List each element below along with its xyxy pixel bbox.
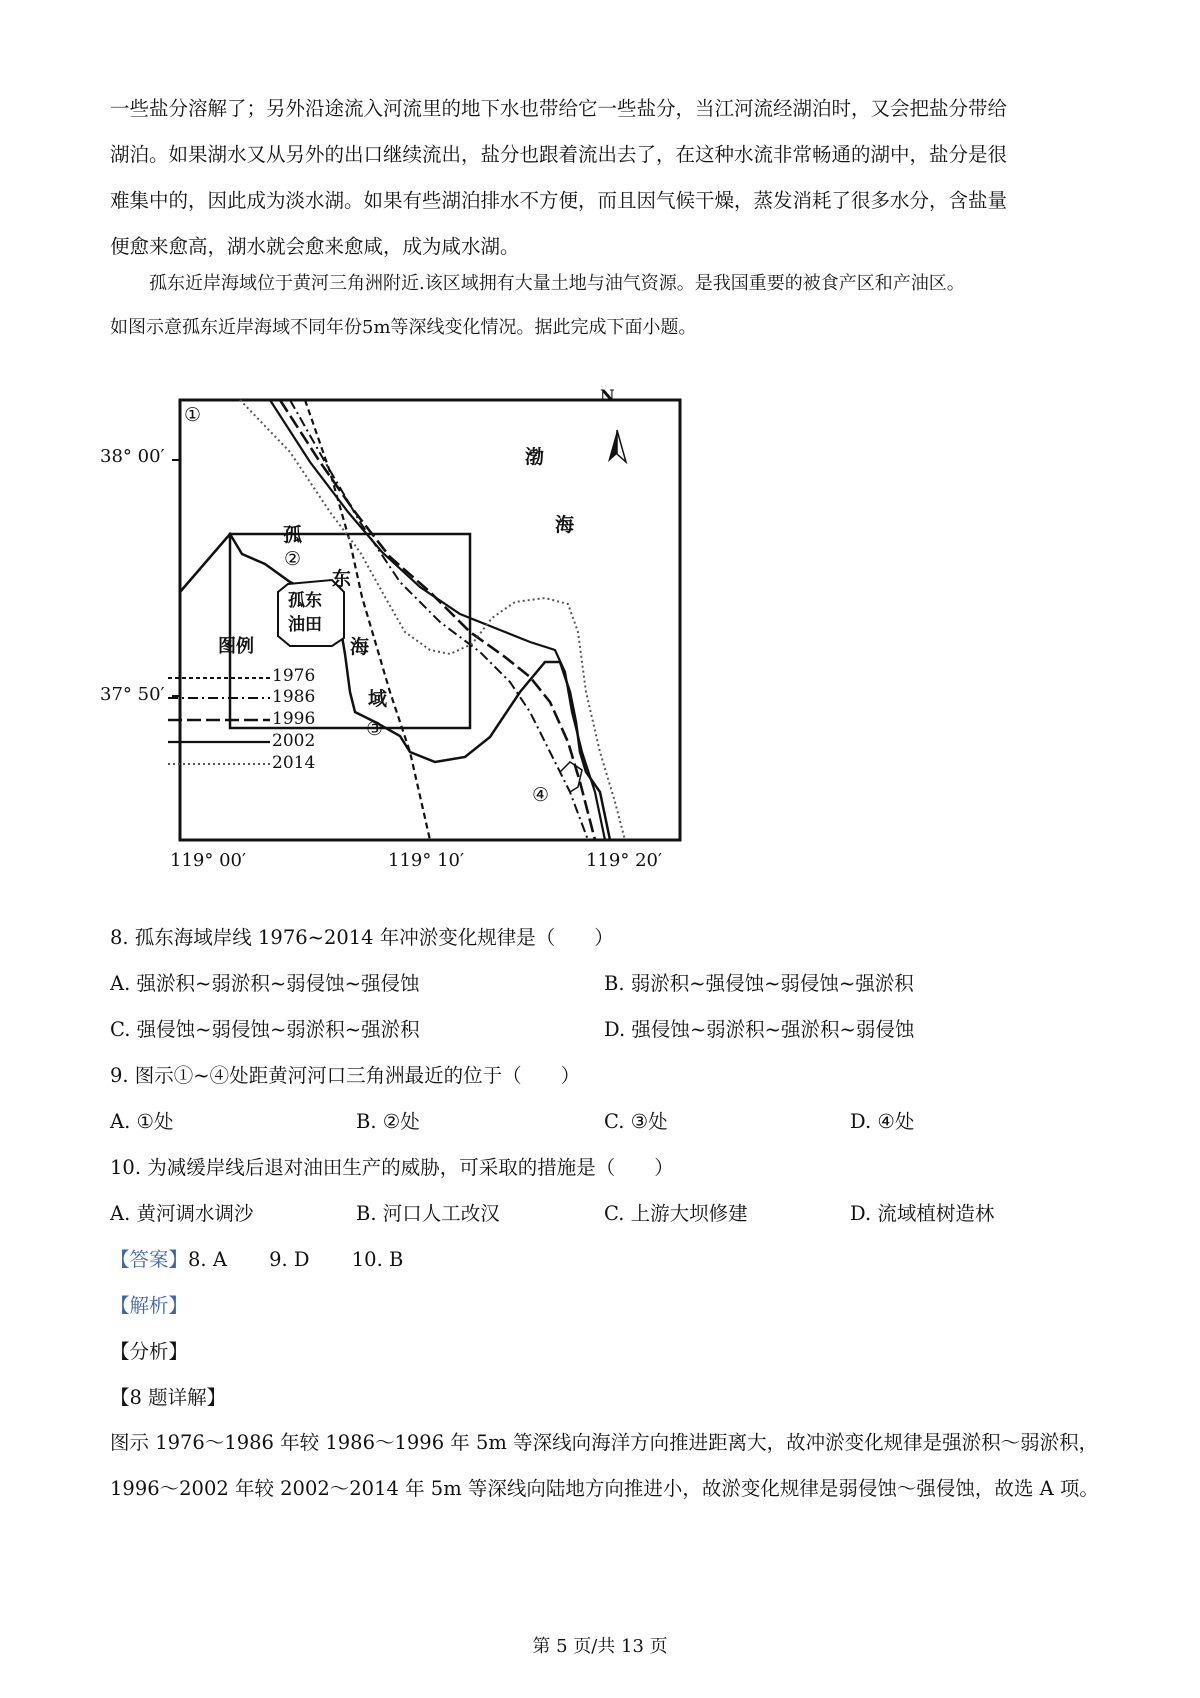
marker-3: ③ (366, 718, 384, 740)
detail-line: 1996～2002 年较 2002～2014 年 5m 等深线向陆地方向推进小，故淤变化规律是弱侵蚀～强侵蚀，故选 A 项。 (110, 1477, 1099, 1500)
north-label: N (600, 386, 615, 405)
q8-detail (110, 1420, 1100, 1512)
detail-line: 图示 1976～1986 年较 1986～1996 年 5m 等深线向海洋方向推进距离大，故冲淤变化规律是强淤积～弱淤积， (110, 1431, 1099, 1454)
question-intro (110, 262, 1110, 350)
intro-line: 孤东近岸海域位于黄河三角洲附近.该区域拥有大量土地与油气资源。是我国重要的被食产区和产油区。 (149, 273, 965, 294)
q8-option-c: C. 强侵蚀~弱侵蚀~弱淤积~强淤积 (110, 1018, 420, 1041)
q10-option-a: A. 黄河调水调沙 (110, 1202, 254, 1225)
q10-option-c: C. 上游大坝修建 (604, 1202, 748, 1225)
q8-option-a: A. 强淤积~弱淤积~弱侵蚀~强侵蚀 (110, 972, 420, 995)
lon-label: 119° 10′ (388, 850, 465, 871)
q10-option-b: B. 河口人工改汉 (356, 1202, 500, 1225)
answer-line (110, 1246, 403, 1274)
page-footer: 第 5 页/共 13 页 (532, 1636, 668, 1657)
answer-q8: 8. A (188, 1248, 227, 1271)
q10-stem: 10. 为减缓岸线后退对油田生产的威胁，可采取的措施是（ ） (110, 1156, 674, 1179)
q8-stem: 8. 孤东海域岸线 1976~2014 年冲淤变化规律是（ ） (110, 926, 614, 949)
legend-1976: 1976 (272, 666, 316, 686)
q8-detail-label: 【8 题详解】 (110, 1386, 227, 1409)
q9-option-c: C. ③处 (604, 1110, 668, 1133)
oilfield-label: 孤东 (288, 591, 322, 611)
lat-label: 37° 50′ (100, 684, 165, 705)
q9-option-b: B. ②处 (356, 1110, 420, 1133)
map-drawing (100, 392, 740, 912)
area-label-dong: 东 (332, 568, 352, 590)
q9-option-a: A. ①处 (110, 1110, 174, 1133)
sea-label-hai: 海 (555, 514, 575, 536)
legend-1996: 1996 (272, 709, 316, 729)
legend-title: 图例 (218, 636, 254, 657)
area-label-yu: 域 (368, 688, 388, 710)
paragraph-line: 便愈来愈高，湖水就会愈来愈咸，成为咸水湖。 (110, 235, 520, 258)
paragraph-line: 难集中的，因此成为淡水湖。如果有些湖泊排水不方便，而且因气候干燥，蒸发消耗了很多水分，含盐量 (110, 189, 1008, 212)
lon-label: 119° 20′ (586, 850, 663, 871)
legend-1986: 1986 (272, 687, 316, 707)
top-paragraph (110, 86, 1100, 270)
marker-4: ④ (532, 784, 550, 806)
q9-stem: 9. 图示①~④处距黄河河口三角洲最近的位于（ ） (110, 1064, 581, 1087)
analysis-label: 【解析】 (110, 1294, 189, 1317)
legend-2002: 2002 (272, 731, 316, 751)
marker-1: ① (184, 404, 202, 426)
answer-q9: 9. D (269, 1248, 310, 1271)
fenxi-label: 【分析】 (110, 1340, 189, 1363)
q8-option-d: D. 强侵蚀~弱淤积~强淤积~弱侵蚀 (604, 1018, 915, 1041)
area-label-hai: 海 (350, 636, 370, 658)
lat-label: 38° 00′ (100, 446, 165, 467)
sea-label-bo: 渤 (525, 446, 545, 468)
q8-option-b: B. 弱淤积~强侵蚀~弱侵蚀~强淤积 (604, 972, 914, 995)
area-label-gu: 孤 (283, 524, 303, 546)
q9-option-d: D. ④处 (850, 1110, 915, 1133)
answer-label: 【答案】 (110, 1248, 189, 1271)
paragraph-line: 一些盐分溶解了；另外沿途流入河流里的地下水也带给它一些盐分，当江河流经湖泊时，又会把盐分带给 (110, 97, 1008, 120)
lon-label: 119° 00′ (170, 850, 247, 871)
oilfield-label: 油田 (288, 615, 322, 635)
paragraph-line: 湖泊。如果湖水又从另外的出口继续流出，盐分也跟着流出去了，在这种水流非常畅通的湖中，盐分是很 (110, 143, 1008, 166)
intro-line: 如图示意孤东近岸海域不同年份5m等深线变化情况。据此完成下面小题。 (110, 317, 697, 338)
q10-option-d: D. 流域植树造林 (850, 1202, 995, 1225)
legend-2014: 2014 (272, 753, 316, 773)
answer-q10: 10. B (351, 1248, 404, 1271)
isobath-map (100, 386, 740, 912)
marker-2: ② (284, 548, 302, 570)
